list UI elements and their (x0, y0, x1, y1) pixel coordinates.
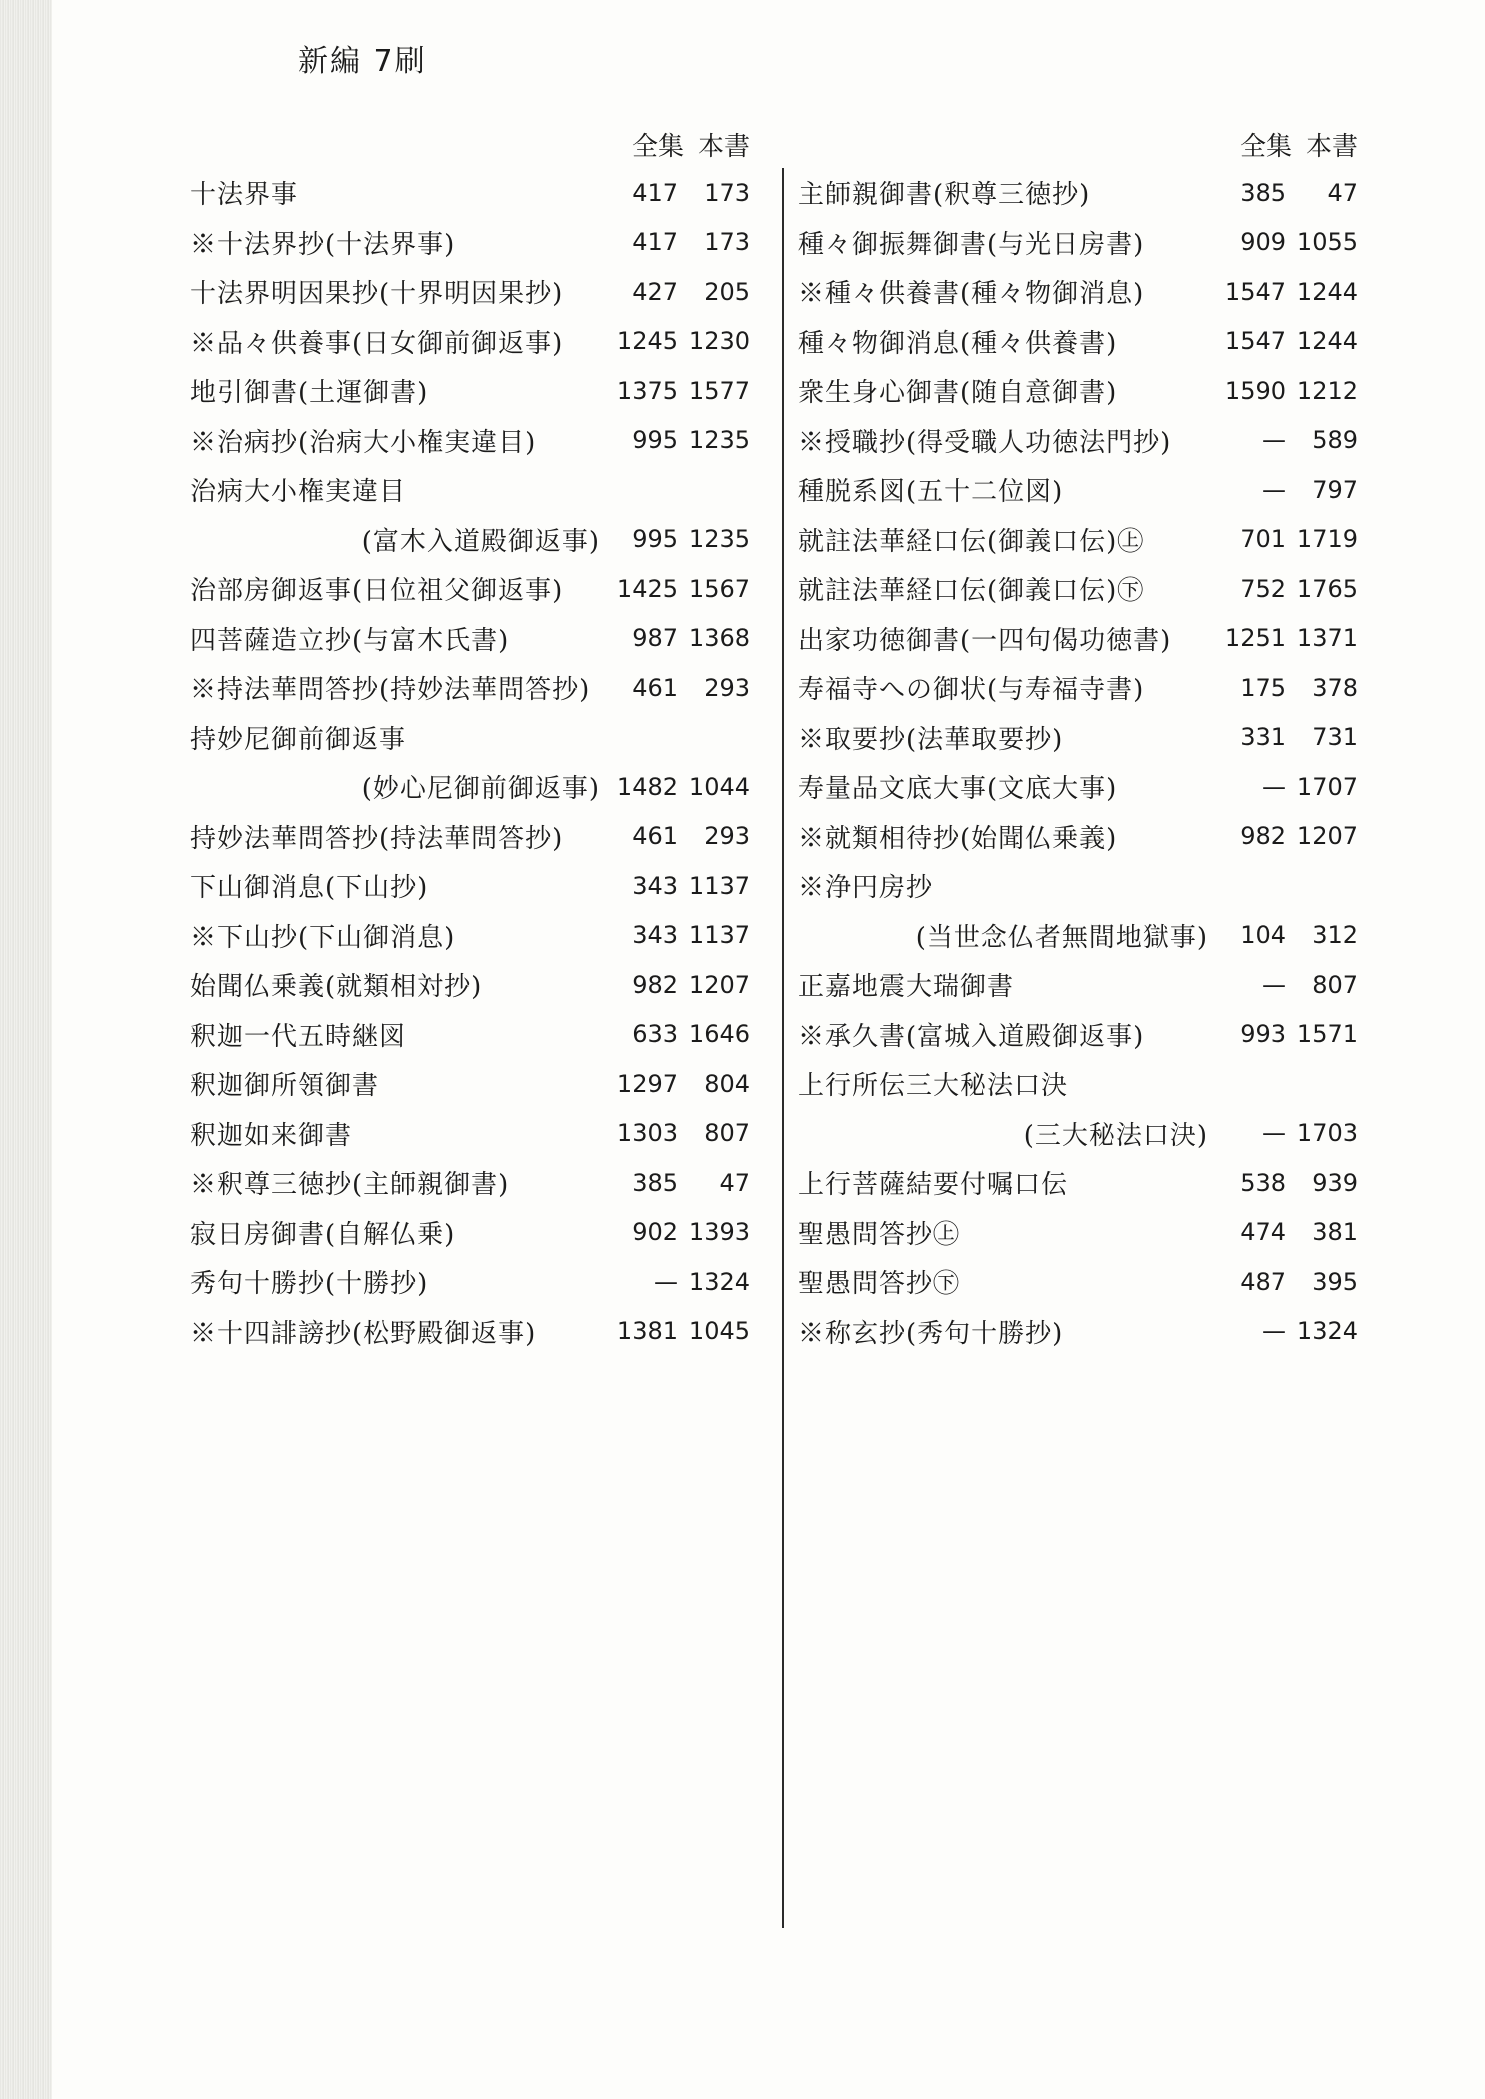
honsho-page: 205 (704, 277, 750, 306)
honsho-page: 1207 (688, 970, 750, 999)
entry-title: ※品々供養事(日女御前御返事) (190, 328, 564, 359)
index-entry (190, 317, 750, 367)
entry-title: ※十法界抄(十法界事) (190, 229, 456, 260)
honsho-page: 378 (1312, 673, 1358, 702)
index-entry (798, 614, 1358, 664)
index-entry (798, 416, 1358, 466)
honsho-page: 1212 (1296, 376, 1358, 405)
index-entry (798, 762, 1358, 812)
index-entry (798, 564, 1358, 614)
honsho-page: 293 (704, 822, 750, 851)
honsho-page: 312 (1312, 921, 1358, 950)
entry-title: 上行菩薩結要付嘱口伝 (798, 1170, 1069, 1201)
zenshu-page: 385 (1240, 178, 1286, 207)
left-column (190, 120, 750, 1356)
honsho-page: 381 (1312, 1218, 1358, 1247)
zenshu-page: 104 (1240, 921, 1286, 950)
zenshu-page: 1482 (616, 772, 678, 801)
entry-title: ※承久書(富城入道殿御返事) (798, 1021, 1145, 1052)
entry-title: 下山御消息(下山抄) (190, 873, 429, 904)
honsho-page: 1045 (688, 1317, 750, 1346)
honsho-page: 1324 (688, 1267, 750, 1296)
index-entry (190, 1158, 750, 1208)
zenshu-page: 982 (632, 970, 678, 999)
entry-title: ※浄円房抄 (798, 873, 934, 904)
entry-title: ※下山抄(下山御消息) (190, 922, 456, 953)
zenshu-page: — (1262, 1317, 1286, 1346)
honsho-page: 47 (1327, 178, 1358, 207)
zenshu-page: 343 (632, 921, 678, 950)
left-entry-list (190, 168, 750, 1356)
entry-title: 十法界事 (190, 180, 299, 211)
entry-title: 治部房御返事(日位祖父御返事) (190, 576, 564, 607)
index-entry (190, 1208, 750, 1258)
zenshu-page: 995 (632, 525, 678, 554)
zenshu-page: 461 (632, 673, 678, 702)
entry-title: (妙心尼御前御返事) (361, 774, 600, 805)
entry-title: 聖愚問答抄㊦ (798, 1269, 961, 1300)
entry-title: 寂日房御書(自解仏乗) (190, 1219, 456, 1250)
entry-title: 上行所伝三大秘法口決 (798, 1071, 1069, 1102)
index-entry (798, 317, 1358, 367)
honsho-page: 1207 (1296, 822, 1358, 851)
index-entry (190, 1109, 750, 1159)
zenshu-page: 1303 (616, 1119, 678, 1148)
entry-title: 正嘉地震大瑞御書 (798, 972, 1015, 1003)
zenshu-page: 752 (1240, 574, 1286, 603)
entry-title: 種々御振舞御書(与光日房書) (798, 229, 1145, 260)
honsho-page: 1137 (688, 921, 750, 950)
zenshu-page: 343 (632, 871, 678, 900)
zenshu-page: 1547 (1224, 277, 1286, 306)
entry-title: 就註法華経口伝(御義口伝)㊦ (798, 576, 1145, 607)
zenshu-page: 331 (1240, 723, 1286, 752)
index-entry (798, 465, 1358, 515)
index-entry (798, 1158, 1358, 1208)
zenshu-page: 701 (1240, 525, 1286, 554)
zenshu-page: 417 (632, 228, 678, 257)
zenshu-page: 1251 (1224, 624, 1286, 653)
index-entry (190, 515, 750, 565)
index-entry (190, 1257, 750, 1307)
honsho-page: 1577 (688, 376, 750, 405)
honsho-page: 797 (1312, 475, 1358, 504)
entry-title: 種脱系図(五十二位図) (798, 477, 1064, 508)
zenshu-page: 1547 (1224, 327, 1286, 356)
index-entry (798, 218, 1358, 268)
entry-title: (富木入道殿御返事) (361, 526, 600, 557)
header-zenshu: 全集 (631, 131, 684, 162)
zenshu-page: 427 (632, 277, 678, 306)
entry-title: 地引御書(土運御書) (190, 378, 429, 409)
index-entry (190, 416, 750, 466)
honsho-page: 807 (704, 1119, 750, 1148)
entry-title: ※持法華問答抄(持妙法華問答抄) (190, 675, 591, 706)
entry-title: ※治病抄(治病大小権実違目) (190, 427, 537, 458)
zenshu-page: 1297 (616, 1069, 678, 1098)
entry-title: ※取要抄(法華取要抄) (798, 724, 1064, 755)
entry-title: 衆生身心御書(随自意御書) (798, 378, 1118, 409)
index-entry (190, 713, 750, 763)
zenshu-page: 1375 (616, 376, 678, 405)
index-entry (190, 960, 750, 1010)
entry-title: 釈迦一代五時継図 (190, 1021, 407, 1052)
honsho-page: 173 (704, 178, 750, 207)
honsho-page: 1765 (1296, 574, 1358, 603)
index-entry (190, 564, 750, 614)
index-entry (190, 1059, 750, 1109)
honsho-page: 1235 (688, 525, 750, 554)
entry-title: 出家功徳御書(一四句偈功徳書) (798, 625, 1172, 656)
zenshu-page: — (1262, 426, 1286, 455)
zenshu-page: 902 (632, 1218, 678, 1247)
index-entry (190, 267, 750, 317)
entry-title: (三大秘法口決) (1023, 1120, 1208, 1151)
zenshu-page: 417 (632, 178, 678, 207)
index-entry (190, 1307, 750, 1357)
zenshu-page: 982 (1240, 822, 1286, 851)
honsho-page: 731 (1312, 723, 1358, 752)
honsho-page: 1235 (688, 426, 750, 455)
index-entry (798, 1059, 1358, 1109)
honsho-page: 1244 (1296, 327, 1358, 356)
index-entry (190, 663, 750, 713)
zenshu-page: — (1262, 475, 1286, 504)
entry-title: 聖愚問答抄㊤ (798, 1219, 961, 1250)
right-entry-list (798, 168, 1358, 1356)
column-divider (782, 168, 784, 1928)
honsho-page: 1393 (688, 1218, 750, 1247)
honsho-page: 1055 (1296, 228, 1358, 257)
honsho-page: 1707 (1296, 772, 1358, 801)
entry-title: 始聞仏乗義(就類相対抄) (190, 972, 483, 1003)
honsho-page: 1371 (1296, 624, 1358, 653)
honsho-page: 1368 (688, 624, 750, 653)
right-column-header (798, 120, 1358, 168)
honsho-page: 1567 (688, 574, 750, 603)
entry-title: ※種々供養書(種々物御消息) (798, 279, 1145, 310)
index-entry (190, 812, 750, 862)
header-zenshu: 全集 (1239, 131, 1292, 162)
honsho-page: 1044 (688, 772, 750, 801)
left-column-header (190, 120, 750, 168)
index-entry (798, 1307, 1358, 1357)
zenshu-page: 633 (632, 1020, 678, 1049)
honsho-page: 804 (704, 1069, 750, 1098)
entry-title: 釈迦御所領御書 (190, 1071, 380, 1102)
zenshu-page: 987 (632, 624, 678, 653)
index-entry (798, 515, 1358, 565)
zenshu-page: 385 (632, 1168, 678, 1197)
entry-title: 就註法華経口伝(御義口伝)㊤ (798, 526, 1145, 557)
zenshu-page: 1590 (1224, 376, 1286, 405)
zenshu-page: 1245 (616, 327, 678, 356)
zenshu-page: 487 (1240, 1267, 1286, 1296)
entry-title: ※十四誹謗抄(松野殿御返事) (190, 1318, 537, 1349)
index-entry (798, 1010, 1358, 1060)
right-column (798, 120, 1358, 1356)
honsho-page: 173 (704, 228, 750, 257)
index-entry (798, 366, 1358, 416)
entry-title: 持妙法華問答抄(持法華問答抄) (190, 823, 564, 854)
index-entry (798, 812, 1358, 862)
zenshu-page: — (1262, 1119, 1286, 1148)
entry-title: ※授職抄(得受職人功徳法門抄) (798, 427, 1172, 458)
zenshu-page: 1381 (616, 1317, 678, 1346)
zenshu-page: 175 (1240, 673, 1286, 702)
zenshu-page: — (1262, 772, 1286, 801)
index-entry (190, 168, 750, 218)
honsho-page: 1646 (688, 1020, 750, 1049)
index-entry (798, 1109, 1358, 1159)
honsho-page: 293 (704, 673, 750, 702)
entry-title: 釈迦如来御書 (190, 1120, 353, 1151)
honsho-page: 1230 (688, 327, 750, 356)
index-entry (798, 267, 1358, 317)
honsho-page: 939 (1312, 1168, 1358, 1197)
entry-title: ※就類相待抄(始聞仏乗義) (798, 823, 1118, 854)
honsho-page: 1571 (1296, 1020, 1358, 1049)
index-entry (798, 168, 1358, 218)
zenshu-page: — (1262, 970, 1286, 999)
header-honsho: 本書 (697, 131, 750, 162)
zenshu-page: — (654, 1267, 678, 1296)
entry-title: 主師親御書(釈尊三徳抄) (798, 180, 1091, 211)
honsho-page: 589 (1312, 426, 1358, 455)
index-entry (190, 614, 750, 664)
honsho-page: 1137 (688, 871, 750, 900)
index-entry (190, 465, 750, 515)
honsho-page: 47 (719, 1168, 750, 1197)
entry-title: 寿量品文底大事(文底大事) (798, 774, 1118, 805)
entry-title: 四菩薩造立抄(与富木氏書) (190, 625, 510, 656)
page-title: 新編 7刷 (298, 44, 427, 79)
honsho-page: 807 (1312, 970, 1358, 999)
header-honsho: 本書 (1305, 131, 1358, 162)
zenshu-page: 538 (1240, 1168, 1286, 1197)
entry-title: 寿福寺への御状(与寿福寺書) (798, 675, 1145, 706)
index-entry (798, 911, 1358, 961)
index-entry (190, 911, 750, 961)
entry-title: (当世念仏者無間地獄事) (915, 922, 1208, 953)
zenshu-page: 461 (632, 822, 678, 851)
zenshu-page: 993 (1240, 1020, 1286, 1049)
zenshu-page: 995 (632, 426, 678, 455)
entry-title: 持妙尼御前御返事 (190, 724, 407, 755)
index-entry (798, 713, 1358, 763)
index-entry (190, 762, 750, 812)
honsho-page: 1244 (1296, 277, 1358, 306)
page-edge-scan (0, 0, 52, 2099)
index-entry (190, 218, 750, 268)
honsho-page: 1703 (1296, 1119, 1358, 1148)
index-entry (798, 861, 1358, 911)
index-entry (190, 366, 750, 416)
index-entry (798, 1208, 1358, 1258)
honsho-page: 1719 (1296, 525, 1358, 554)
entry-title: 種々物御消息(種々供養書) (798, 328, 1118, 359)
honsho-page: 395 (1312, 1267, 1358, 1296)
entry-title: 治病大小権実違目 (190, 477, 407, 508)
zenshu-page: 909 (1240, 228, 1286, 257)
index-entry (190, 1010, 750, 1060)
entry-title: 十法界明因果抄(十界明因果抄) (190, 279, 564, 310)
honsho-page: 1324 (1296, 1317, 1358, 1346)
entry-title: ※称玄抄(秀句十勝抄) (798, 1318, 1064, 1349)
zenshu-page: 1425 (616, 574, 678, 603)
zenshu-page: 474 (1240, 1218, 1286, 1247)
entry-title: ※釈尊三徳抄(主師親御書) (190, 1170, 510, 1201)
index-entry (798, 663, 1358, 713)
entry-title: 秀句十勝抄(十勝抄) (190, 1269, 429, 1300)
index-entry (798, 1257, 1358, 1307)
index-entry (190, 861, 750, 911)
index-entry (798, 960, 1358, 1010)
